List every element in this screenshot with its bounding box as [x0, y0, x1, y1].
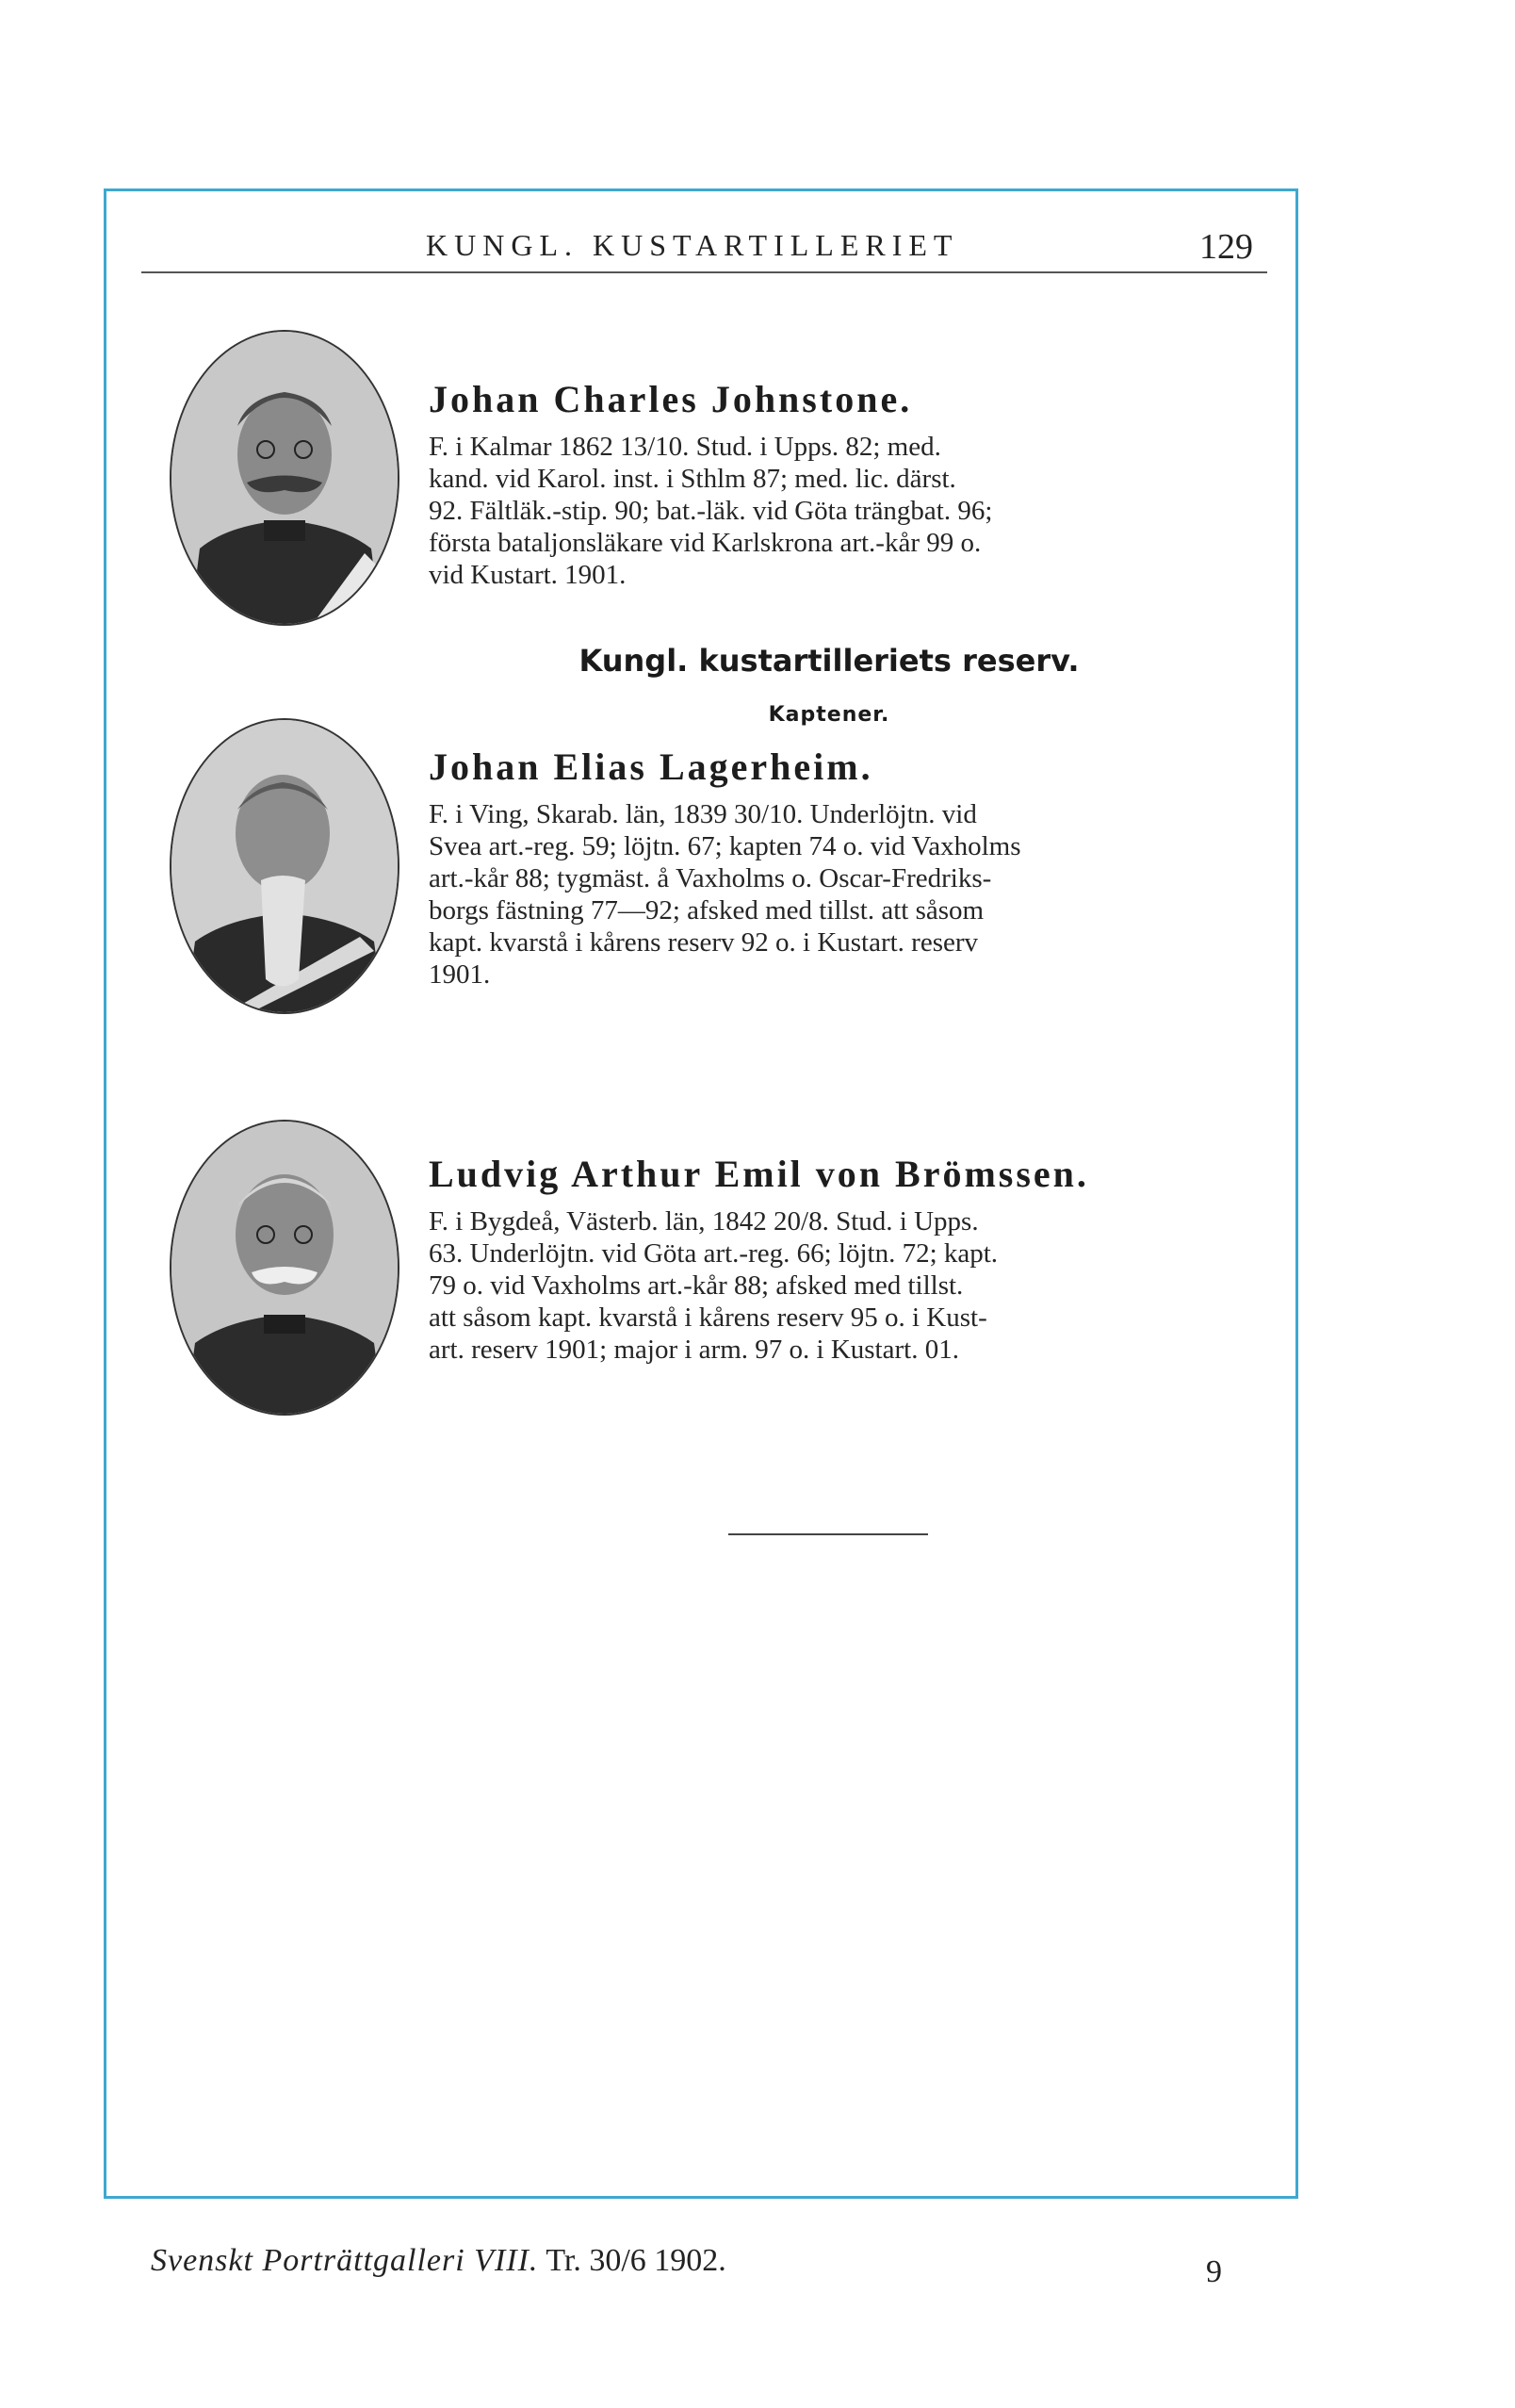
- entry-bio: [429, 1205, 1239, 1366]
- bio-line: 1901.: [429, 959, 491, 990]
- running-head-title: KUNGL. KUSTARTILLERIET: [426, 228, 959, 262]
- bio-line: Svea art.-reg. 59; löjtn. 67; kapten 74 o. vid Vaxholms: [429, 831, 1021, 861]
- signature-mark: 9: [1206, 2254, 1222, 2289]
- portrait-lagerheim-image: [171, 720, 398, 1012]
- bio-line: kand. vid Karol. inst. i Sthlm 87; med. lic. därst.: [429, 464, 956, 494]
- bio-line: första bataljonsläkare vid Karlskrona art.-kår 99 o.: [429, 528, 982, 558]
- footer-publication: Svenskt Porträttgalleri VIII.: [151, 2243, 539, 2278]
- entry-lagerheim: [429, 745, 1239, 991]
- bio-line: art. reserv 1901; major i arm. 97 o. i Kustart. 01.: [429, 1335, 959, 1365]
- bio-line: kapt. kvarstå i kårens reserv 92 o. i Kustart. reserv: [429, 927, 979, 958]
- portrait-bromssen-image: [171, 1122, 398, 1414]
- portrait-lagerheim: [170, 718, 399, 1014]
- entry-johnstone: [429, 377, 1239, 591]
- section-subheading: Kaptener.: [768, 703, 890, 727]
- bio-line: 92. Fältläk.-stip. 90; bat.-läk. vid Göta trängbat. 96;: [429, 496, 993, 526]
- bio-line: F. i Kalmar 1862 13/10. Stud. i Upps. 82; med.: [429, 432, 941, 462]
- entry-bromssen: [429, 1152, 1239, 1366]
- portrait-johnstone-image: [171, 332, 398, 624]
- header-rule: [141, 271, 1267, 273]
- bio-line: 63. Underlöjtn. vid Göta art.-reg. 66; löjtn. 72; kapt.: [429, 1238, 999, 1269]
- entry-bio: [429, 798, 1239, 991]
- entry-bio: [429, 431, 1239, 591]
- portrait-bromssen: [170, 1120, 399, 1416]
- portrait-johnstone: [170, 330, 399, 626]
- bio-line: vid Kustart. 1901.: [429, 560, 627, 590]
- footer: [151, 2243, 726, 2279]
- bio-line: F. i Ving, Skarab. län, 1839 30/10. Underlöjtn. vid: [429, 799, 977, 829]
- bio-line: att såsom kapt. kvarstå i kårens reserv 95 o. i Kust-: [429, 1302, 987, 1333]
- end-rule: [728, 1533, 928, 1535]
- running-head: [132, 226, 1262, 273]
- footer-issue: Tr. 30/6 1902.: [546, 2243, 726, 2278]
- bio-line: art.-kår 88; tygmäst. å Vaxholms o. Oscar-Fredriks-: [429, 863, 992, 893]
- entry-name: Johan Charles Johnstone.: [429, 378, 913, 420]
- entry-name: Ludvig Arthur Emil von Brömssen.: [429, 1153, 1089, 1195]
- section-heading: Kungl. kustartilleriets reserv.: [578, 643, 1080, 679]
- entry-name: Johan Elias Lagerheim.: [429, 745, 873, 788]
- bio-line: F. i Bygdeå, Västerb. län, 1842 20/8. Stud. i Upps.: [429, 1206, 979, 1237]
- bio-line: 79 o. vid Vaxholms art.-kår 88; afsked med tillst.: [429, 1270, 964, 1301]
- bio-line: borgs fästning 77—92; afsked med tillst. att såsom: [429, 895, 985, 926]
- page-number: 129: [1199, 227, 1253, 267]
